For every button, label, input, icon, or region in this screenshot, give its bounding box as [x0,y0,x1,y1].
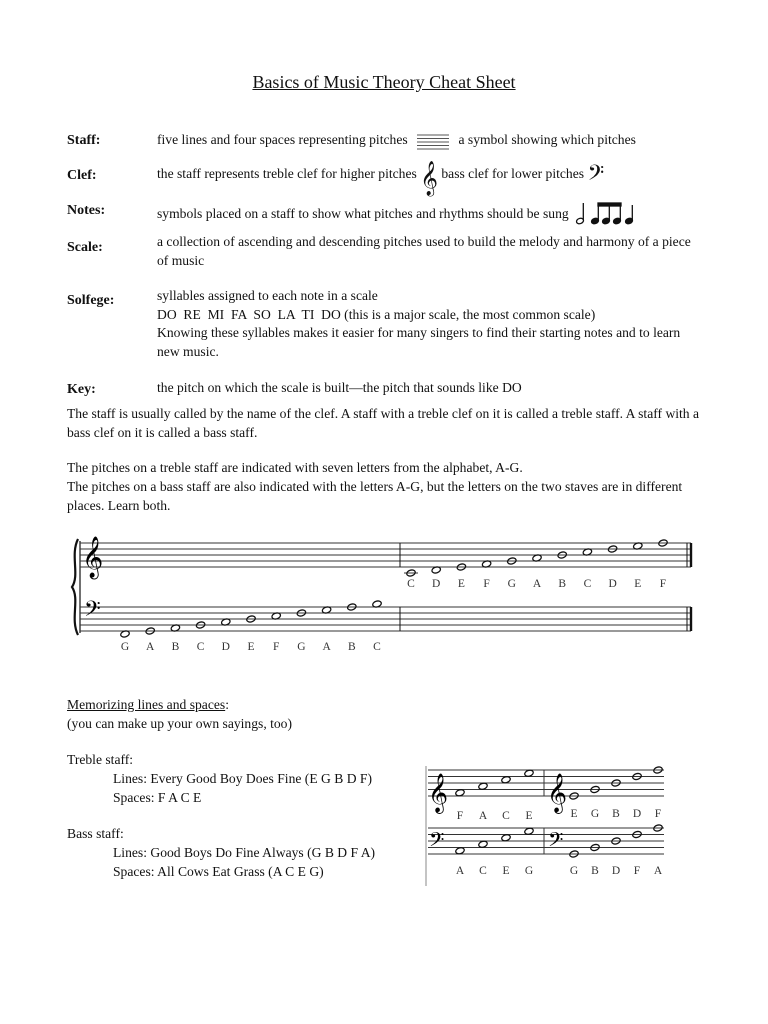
bass-spaces-mnemonic: Spaces: All Cows Eat Grass (A C E G) [113,864,324,879]
bass-clef-icon: 𝄢 [429,828,445,856]
definition-notes [157,200,717,226]
bass-line-note-letter: B [591,865,599,877]
treble-note-letter: D [432,578,441,590]
definition-scale: a collection of ascending and descending pitches used to build the melody and harmony of a piece of music [157,234,691,268]
bass-line-note-letter: D [611,865,621,877]
definition-staff [157,131,697,150]
treble-note-letter: C [407,578,415,590]
bass-space-note-letter: C [479,865,487,877]
notes-icon [575,200,637,226]
bass-note-letter: A [322,641,331,653]
solfege-line-1: syllables assigned to each note in a scale [157,288,378,303]
bass-note-letter: F [272,641,280,653]
treble-note-letter: C [583,578,592,590]
treble-note-letter: D [608,578,617,590]
treble-line-note-letter: G [590,808,600,820]
bass-line-note-letter: G [569,865,579,877]
definition-key: the pitch on which the scale is built—the pitch that sounds like DO [157,380,522,395]
page-title: Basics of Music Theory Cheat Sheet [252,72,516,92]
definition-notes-text: symbols placed on a staff to show what pitches and rhythms should be sung [157,206,569,221]
bass-note-letter: C [196,641,205,653]
bass-note-letter: E [247,641,255,653]
treble-spaces-mnemonic: Spaces: F A C E [113,790,202,805]
treble-note-letter: B [558,578,567,590]
treble-note-letter: F [659,578,667,590]
definition-clef-extra: bass clef for lower pitches [441,166,585,181]
treble-note-letter: F [483,578,490,590]
treble-space-note-letter: E [525,810,533,822]
definition-staff-text: five lines and four spaces representing pitches [157,132,408,147]
treble-clef-icon: 𝄞 [547,773,568,813]
definition-clef-text: the staff represents treble clef for higher pitches [157,166,417,181]
term-key: Key: [67,382,96,397]
treble-clef-icon: 𝄞 [428,773,449,813]
term-solfege: Solfege: [67,293,115,308]
clef-staff-paragraph: The staff is usually called by the name of the clef. A staff with a treble clef on it is called a treble staff. A staff with a bass clef on it is called a bass staff. [67,406,700,440]
treble-note-letter: G [507,578,516,590]
solfege-line-2: DO RE MI FA SO LA TI DO (this is a major scale, the most common scale) [157,306,596,322]
bass-note-letter: C [373,641,381,653]
treble-space-note-letter: C [502,810,510,822]
treble-note-letter: E [634,578,642,590]
treble-line-note-letter: B [612,808,620,820]
memorizing-note: (you can make up your own sayings, too) [67,716,293,731]
treble-line-note-letter: F [654,808,662,820]
pitch-letters-paragraph [67,458,707,515]
memorizing-heading: Memorizing lines and spaces: [67,697,229,712]
treble-line-note-letter: D [632,808,642,820]
memorizing-section [67,695,707,733]
treble-lines-mnemonic: Lines: Every Good Boy Does Fine (E G B D F) [113,771,373,786]
mnemonic-staff-figure [424,762,668,888]
bass-clef-icon: 𝄢 [84,597,101,627]
treble-space-note-letter: F [456,810,464,822]
bass-lines-mnemonic: Lines: Good Boys Do Fine Always (G B D F A) [113,845,376,860]
treble-staff-lines [80,543,691,567]
definition-clef [157,161,697,196]
treble-note-letter: E [457,578,465,590]
treble-line-note-letter: E [570,808,578,820]
bass-line-note-letter: F [633,865,641,877]
solfege-line-3: Knowing these syllables makes it easier for many singers to find their starting notes and to learn new music. [157,325,681,359]
bass-space-note-letter: G [524,865,534,877]
bass-note-letter: G [297,641,306,653]
staff-brace [72,539,78,635]
bass-line-note-letter: A [653,865,663,877]
bass-space-note-letter: A [455,865,465,877]
pitch-letters-line-1: The pitches on a treble staff are indicated with seven letters from the alphabet, A-G. [67,460,523,475]
term-staff: Staff: [67,133,101,148]
bass-staff-heading: Bass staff: [67,826,124,841]
grand-staff-notes [120,539,668,653]
treble-clef-icon: 𝄞 [82,537,104,578]
pitch-letters-line-2: The pitches on a bass staff are also indicated with the letters A-G, but the letters on the two staves are in different places. Learn both. [67,479,683,513]
bass-note-letter: G [120,641,130,653]
bass-space-note-letter: E [502,865,510,877]
mnemonic-staff-lines [428,770,664,854]
treble-space-note-letter: A [478,810,488,822]
treble-staff-heading: Treble staff: [67,752,134,767]
bass-note-letter: A [146,641,155,653]
bass-note-letter: B [171,641,180,653]
bass-note-letter: B [347,641,356,653]
term-notes: Notes: [67,203,106,218]
term-clef: Clef: [67,168,97,183]
bass-clef-icon: 𝄢 [548,828,564,856]
treble-note-letter: A [532,578,542,590]
bass-clef-icon: 𝄢 [587,161,605,191]
mini-staff-icon [415,132,451,150]
treble-clef-icon: 𝄞 [420,161,438,196]
definition-staff-extra: a symbol showing which pitches [458,132,636,147]
grand-staff-figure [66,535,706,657]
definition-solfege [157,287,697,361]
term-scale: Scale: [67,240,103,255]
bass-note-letter: D [221,641,230,653]
